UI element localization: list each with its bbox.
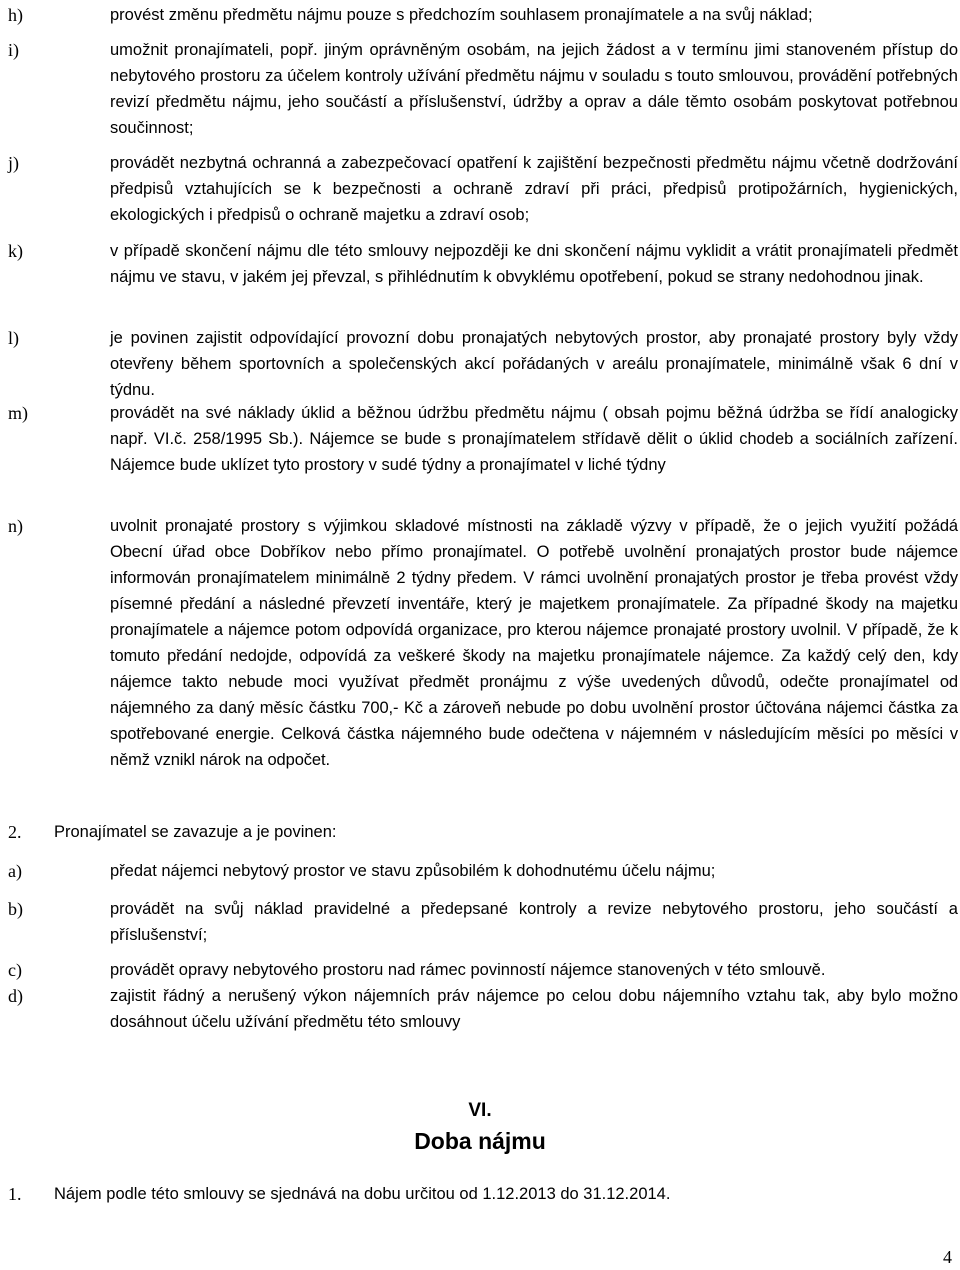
list-item-text: v případě skončení nájmu dle této smlouvy nejpozději ke dni skončení nájmu vyklidit a vrátit pronajímateli předmět nájmu ve stavu, v jakém jej převzal, s přihlédnutím k obvyklému opotřebení, pokud se strany nedohodnou jinak. bbox=[110, 242, 958, 286]
section-title: Pronajímatel se zavazuje a je povinen: bbox=[54, 823, 337, 841]
list-marker: k) bbox=[8, 241, 23, 261]
list-marker: n) bbox=[8, 516, 23, 536]
page-number: 4 bbox=[943, 1247, 952, 1267]
list-marker: i) bbox=[8, 40, 19, 60]
list-item-text: je povinen zajistit odpovídající provozní dobu pronajatých nebytových prostor, aby pronajaté prostory byly vždy otevřeny během sportovních a společenských akcí pořádaných v areálu pronajímatele, minimálně však 6 dní v týdnu. bbox=[110, 329, 958, 399]
list-item-text: předat nájemci nebytový prostor ve stavu způsobilém k dohodnutému účelu nájmu; bbox=[110, 862, 716, 880]
list-item-text: provést změnu předmětu nájmu pouze s předchozím souhlasem pronajímatele a na svůj náklad; bbox=[110, 6, 813, 24]
list-marker: m) bbox=[8, 403, 28, 423]
list-marker: j) bbox=[8, 153, 19, 173]
clause-number: 1. bbox=[8, 1184, 22, 1204]
list-marker: h) bbox=[8, 5, 23, 25]
clause-text: Nájem podle této smlouvy se sjednává na dobu určitou od 1.12.2013 do 31.12.2014. bbox=[54, 1185, 671, 1203]
article-number: VI. bbox=[468, 1100, 492, 1121]
list-marker: a) bbox=[8, 861, 22, 881]
list-marker: b) bbox=[8, 899, 23, 919]
list-item-text: provádět na své náklady úklid a běžnou údržbu předmětu nájmu ( obsah pojmu běžná údržba se řídí analogicky např. VI.č. 258/1995 Sb.). Nájemce se bude s pronajímatelem střídavě dělit o úklid chodeb a sociálních zařízení. Nájemce bude uklízet tyto prostory v sudé týdny a pronajímatel v liché týdny bbox=[110, 404, 958, 474]
list-item-text: provádět na svůj náklad pravidelné a předepsané kontroly a revize nebytového prostoru, jeho součástí a příslušenství; bbox=[110, 900, 958, 944]
list-item-text: zajistit řádný a nerušený výkon nájemních práv nájemce po celou dobu nájemního vztahu tak, aby bylo možno dosáhnout účelu užívání předmětu této smlouvy bbox=[110, 987, 958, 1031]
list-item-text: provádět nezbytná ochranná a zabezpečovací opatření k zajištění bezpečnosti předmětu nájmu včetně dodržování předpisů vztahujících se k bezpečnosti a ochraně zdraví při práci, předpisů protipožárních, hygienických, ekologických i předpisů o ochraně majetku a zdraví osob; bbox=[110, 154, 958, 224]
section-number: 2. bbox=[8, 822, 22, 842]
article-title: Doba nájmu bbox=[414, 1128, 546, 1154]
list-marker: c) bbox=[8, 960, 22, 980]
list-marker: l) bbox=[8, 328, 19, 348]
list-item-text: provádět opravy nebytového prostoru nad rámec povinností nájemce stanovených v této smlouvě. bbox=[110, 961, 826, 979]
list-item-text: uvolnit pronajaté prostory s výjimkou skladové místnosti na základě výzvy v případě, že o jejich využití požádá Obecní úřad obce Dobříkov nebo přímo pronajímatel. O potřebě uvolnění pronajatých prostor bude nájemce informován pronajímatelem minimálně 2 týdny předem. V rámci uvolnění pronajatých prostor je třeba provést vždy písemné předání a následné převzetí inventáře, který je majetkem pronajímatele. Za případné škody na majetku pronajímatele a nájemce potom odpovídá organizace, pro kterou nájemce pronajaté prostory uvolnil. V případě, že k tomuto předání nedojde, odpovídá za veškeré škody na majetku pronajímatele nájemce. Za každý celý den, kdy nájemce takto nebude moci využívat předmět pronájmu z výše uvedených důvodů, odečte pronajímatel od nájemného za daný měsíc částku 700,- Kč a zároveň nebude po dobu uvolnění prostor účtována nájemci částka za spotřebované energie. Celková částka nájemného bude odečtena v nájemném v následujícím měsíci po měsíci v němž vznikl nárok na odpočet. bbox=[110, 517, 958, 769]
list-marker: d) bbox=[8, 986, 23, 1006]
list-item-text: umožnit pronajímateli, popř. jiným oprávněným osobám, na jejich žádost a v termínu jimi stanoveném přístup do nebytového prostoru za účelem kontroly užívání předmětu nájmu v souladu s touto smlouvou, provádění potřebných revizí předmětu nájmu, jeho součástí a příslušenství, údržby a oprav a dále těmto osobám poskytovat potřebnou součinnost; bbox=[110, 41, 958, 137]
